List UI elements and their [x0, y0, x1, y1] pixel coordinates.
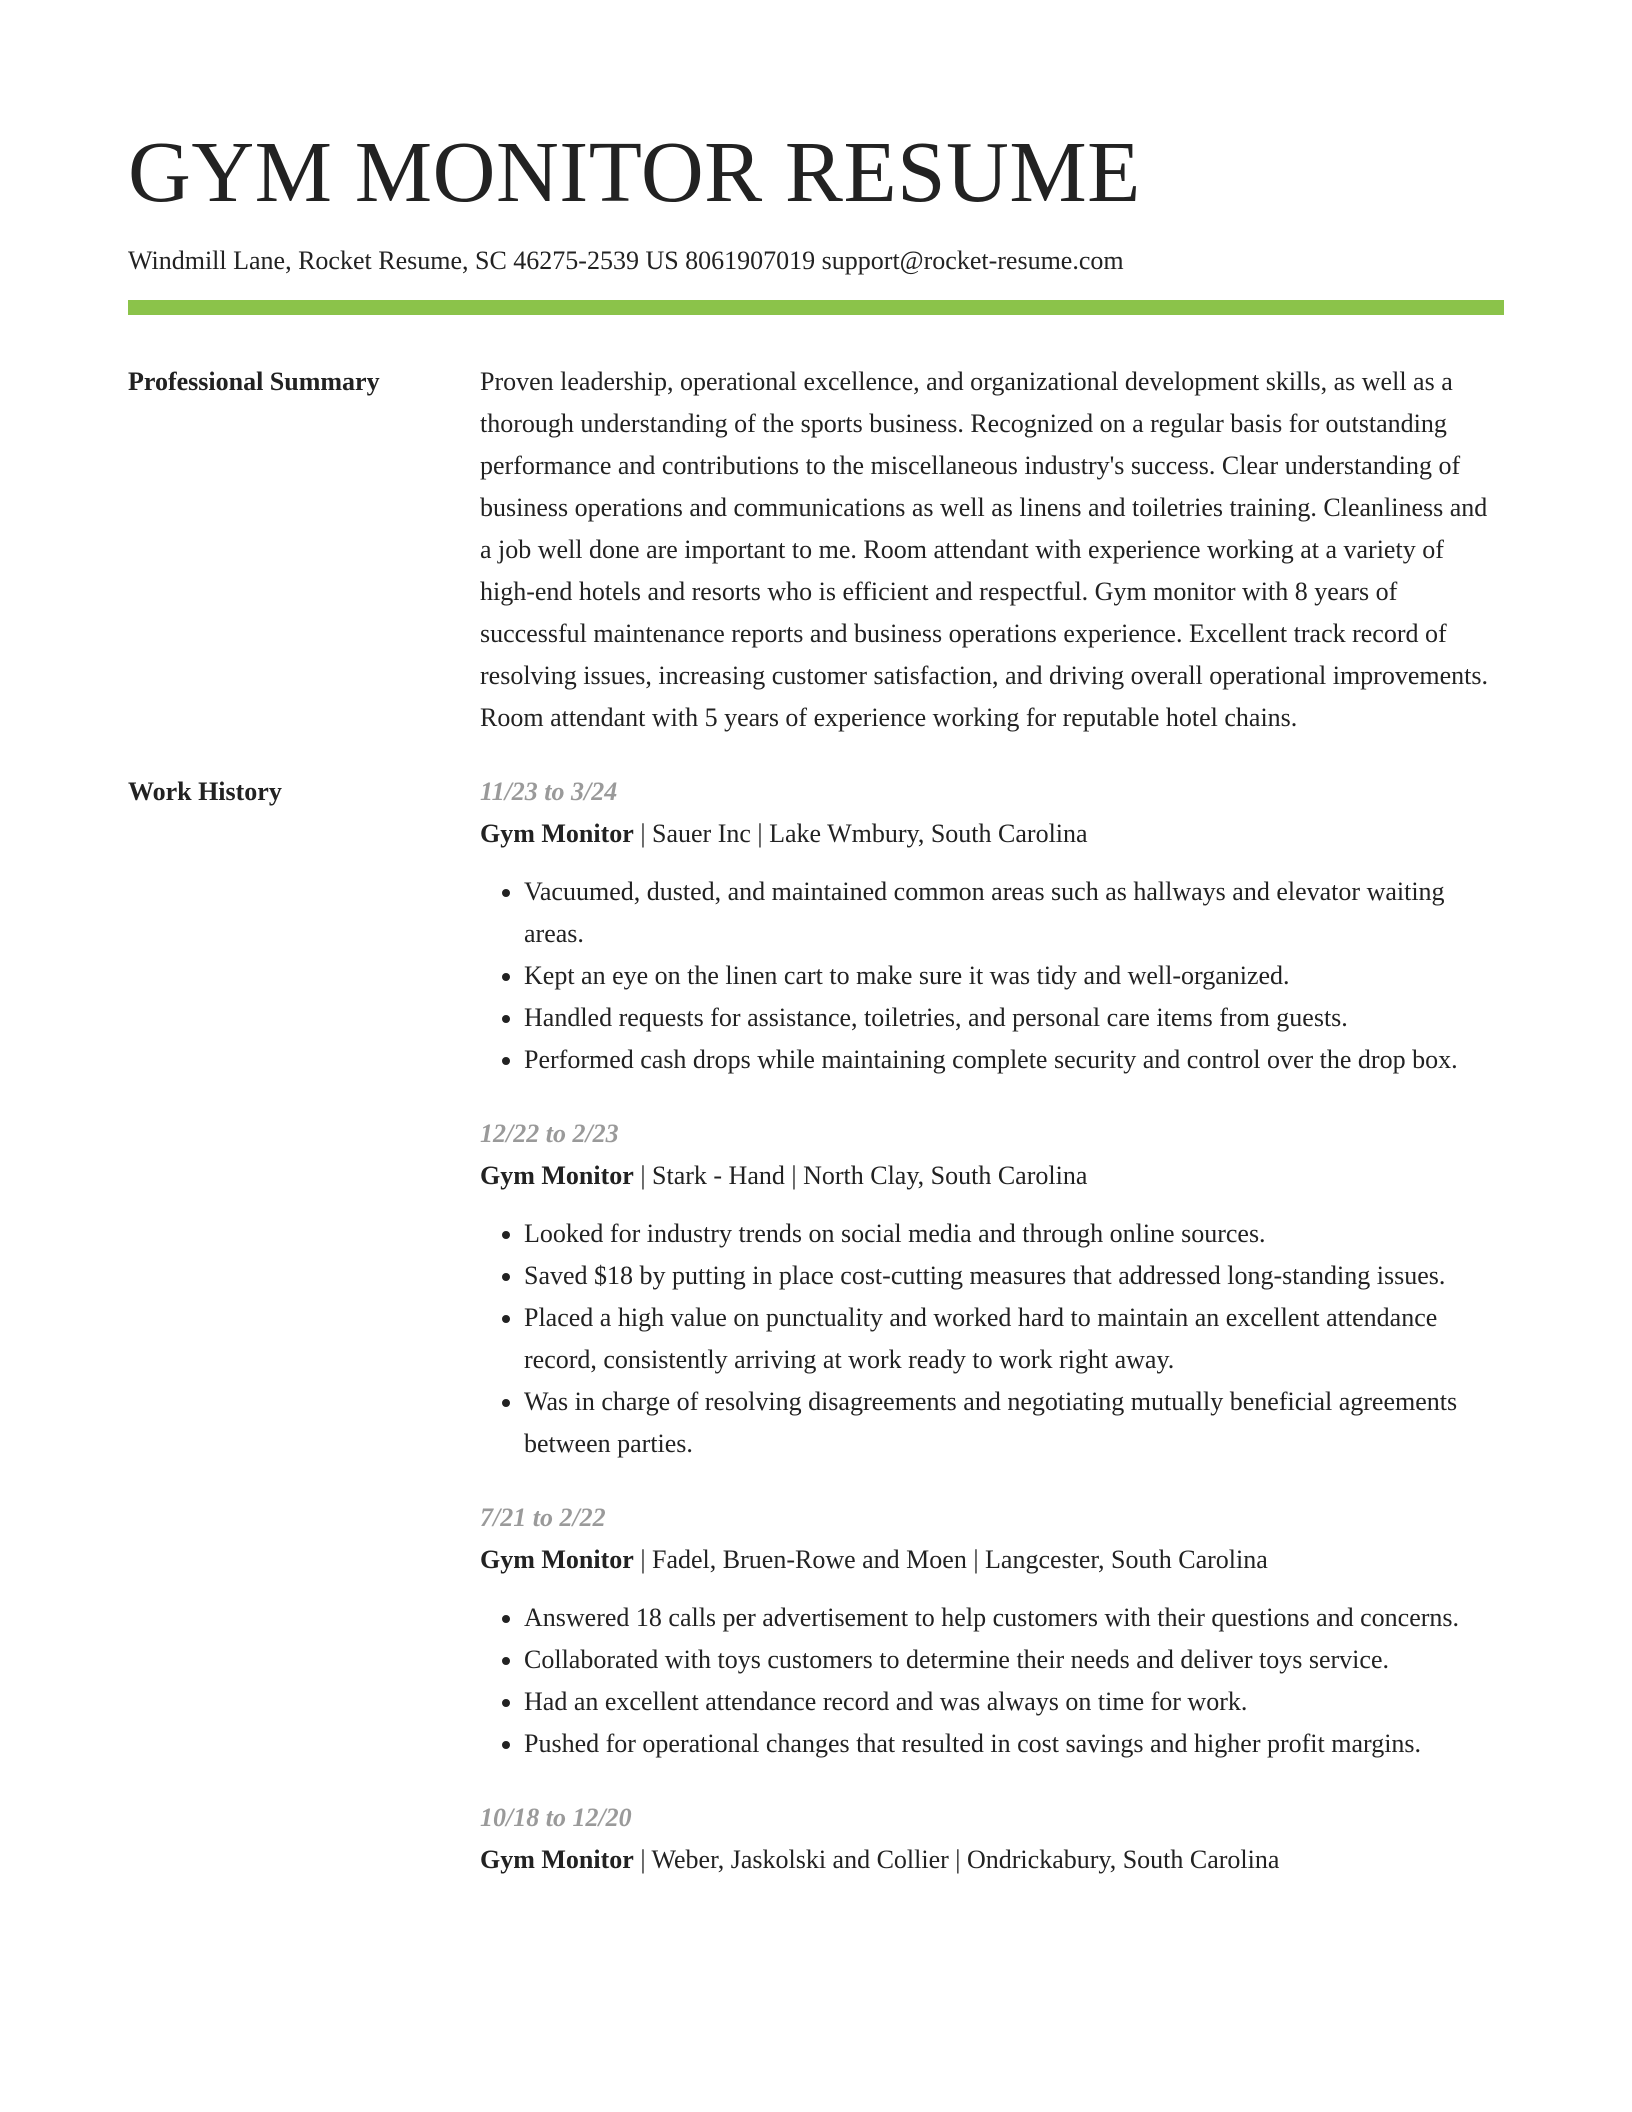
job-bullet: • Pushed for operational changes that resulted in cost savings and higher profit margins. [524, 1723, 1504, 1765]
job-heading [480, 1839, 1504, 1881]
job-heading [480, 1539, 1504, 1581]
summary-text: Proven leadership, operational excellence, and organizational development skills, as well as a thorough understanding of the sports business. Recognized on a regular basis for outstanding performance and contributions to the miscellaneous industry's success. Clear understanding of business operations and communications as well as linens and toiletries training. Cleanliness and a job well done are important to me. Room attendant with experience working at a variety of high-end hotels and resorts who is efficient and respectful. Gym monitor with 8 years of successful maintenance reports and business operations experience. Excellent track record of resolving issues, increasing customer satisfaction, and driving overall operational improvements. Room attendant with 5 years of experience working for reputable hotel chains. [480, 367, 1488, 732]
job-bullets [480, 871, 1504, 1081]
job-title: Gym Monitor [480, 1545, 634, 1574]
professional-summary-section [128, 361, 1504, 739]
job-title: Gym Monitor [480, 1845, 634, 1874]
work-history-list [480, 771, 1504, 1913]
job-bullets [480, 1213, 1504, 1465]
job-dates: 10/18 to 12/20 [480, 1803, 632, 1832]
job-bullets [480, 1597, 1504, 1765]
job-details: | Fadel, Bruen-Rowe and Moen | Langcester, South Carolina [633, 1545, 1268, 1574]
job-title: Gym Monitor [480, 819, 634, 848]
job-bullet: • Placed a high value on punctuality and worked hard to maintain an excellent attendance record, consistently arriving at work ready to work right away. [524, 1297, 1504, 1381]
job-bullet: • Performed cash drops while maintaining complete security and control over the drop box. [524, 1039, 1504, 1081]
job-heading [480, 813, 1504, 855]
section-label-work-history: Work History [128, 777, 282, 806]
job-heading [480, 1155, 1504, 1197]
resume-page [128, 0, 1504, 1913]
job-bullet: • Saved $18 by putting in place cost-cutting measures that addressed long-standing issues. [524, 1255, 1504, 1297]
job-bullet: • Looked for industry trends on social media and through online sources. [524, 1213, 1504, 1255]
job-bullet: • Had an excellent attendance record and was always on time for work. [524, 1681, 1504, 1723]
job-details: | Weber, Jaskolski and Collier | Ondrickabury, South Carolina [633, 1845, 1280, 1874]
job-title: Gym Monitor [480, 1161, 634, 1190]
section-label-summary: Professional Summary [128, 367, 380, 396]
job-entry [480, 1497, 1504, 1765]
job-entry [480, 1113, 1504, 1465]
job-bullet: • Handled requests for assistance, toiletries, and personal care items from guests. [524, 997, 1504, 1039]
resume-title: GYM MONITOR RESUME [128, 123, 1141, 220]
work-history-section [128, 771, 1504, 1913]
job-entry [480, 1797, 1504, 1881]
job-bullet: • Collaborated with toys customers to determine their needs and deliver toys service. [524, 1639, 1504, 1681]
job-dates: 12/22 to 2/23 [480, 1119, 619, 1148]
job-dates: 11/23 to 3/24 [480, 777, 618, 806]
job-bullet: • Kept an eye on the linen cart to make sure it was tidy and well-organized. [524, 955, 1504, 997]
job-bullet: • Vacuumed, dusted, and maintained common areas such as hallways and elevator waiting areas. [524, 871, 1504, 955]
job-details: | Stark - Hand | North Clay, South Carolina [633, 1161, 1088, 1190]
job-bullet: • Was in charge of resolving disagreements and negotiating mutually beneficial agreements between parties. [524, 1381, 1504, 1465]
job-entry [480, 771, 1504, 1081]
contact-line: Windmill Lane, Rocket Resume, SC 46275-2539 US 8061907019 support@rocket-resume.com [128, 246, 1124, 275]
job-bullet: • Answered 18 calls per advertisement to help customers with their questions and concerns. [524, 1597, 1504, 1639]
job-details: | Sauer Inc | Lake Wmbury, South Carolina [633, 819, 1088, 848]
job-dates: 7/21 to 2/22 [480, 1503, 606, 1532]
header-divider [128, 300, 1504, 315]
